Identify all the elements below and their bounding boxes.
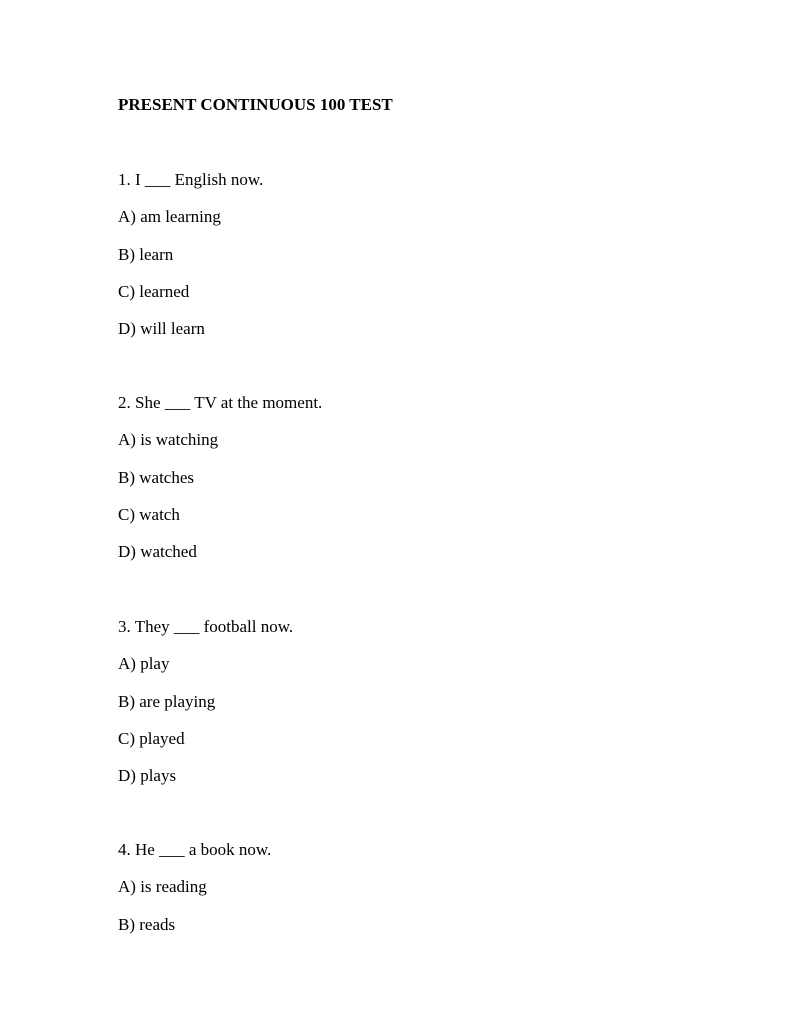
answer-option-d: D) plays [118,766,177,786]
answer-option-c: C) played [118,728,185,748]
question-2 [118,392,322,578]
answer-option-d: D) will learn [118,319,205,339]
answer-option-a: A) is reading [118,877,207,897]
question-prompt: 1. I ___ English now. [118,170,264,189]
question-3 [118,616,293,802]
answer-option-a: A) am learning [118,207,221,227]
page-title: PRESENT CONTINUOUS 100 TEST [118,95,393,114]
answer-option-d: D) watched [118,542,197,562]
answer-option-b: B) reads [118,914,176,934]
question-1 [118,169,263,355]
question-prompt: 3. They ___ football now. [118,617,294,636]
answer-option-a: A) play [118,654,170,674]
answer-option-c: C) learned [118,281,190,301]
answer-option-c: C) watch [118,504,180,524]
question-prompt: 2. She ___ TV at the moment. [118,393,323,412]
question-4 [118,839,271,951]
answer-option-b: B) learn [118,244,174,264]
question-prompt: 4. He ___ a book now. [118,840,272,859]
answer-option-b: B) are playing [118,691,216,711]
answer-option-a: A) is watching [118,430,219,450]
answer-option-b: B) watches [118,467,195,487]
